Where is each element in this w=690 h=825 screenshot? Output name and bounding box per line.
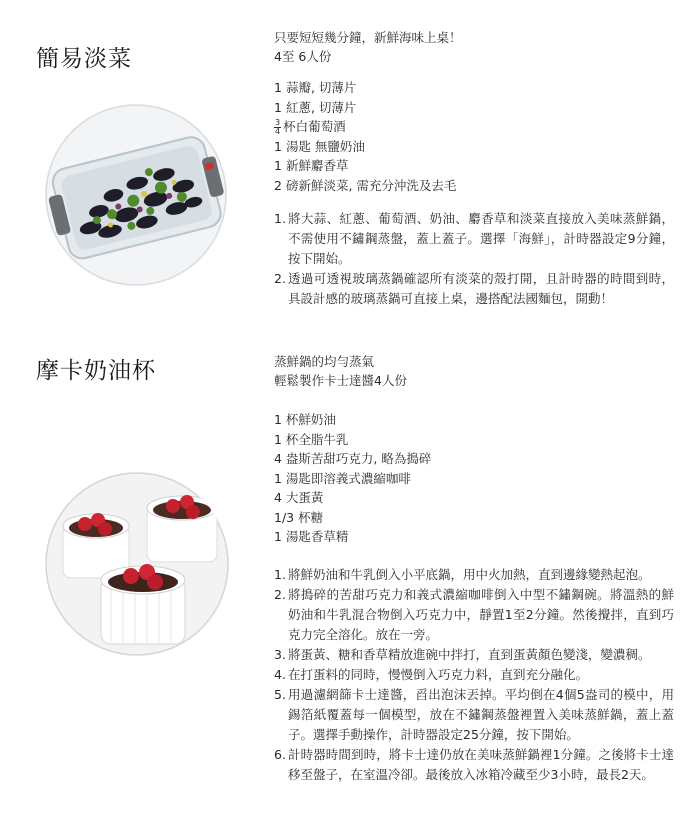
recipe-title-mussels: 簡易淡菜 [36,46,132,72]
ingredient-item: 1 湯匙即溶義式濃縮咖啡 [274,470,411,486]
recipe2-intro [274,352,674,390]
intro-servings: 4至 6人份 [274,49,332,64]
recipe2-steps [274,565,674,785]
recipe2-ingredients [274,410,674,547]
mocha-photo [45,472,229,656]
ingredient-item: 1 新鮮麝香草 [274,158,349,173]
recipe1-content [274,28,674,309]
ingredient-item: 1/3 杯糖 [274,509,324,525]
intro-servings: 輕鬆製作卡士達醬4人份 [274,373,407,388]
step-item: 3. 將蛋黃、糖和香草精放進碗中拌打，直到蛋黃顏色變淺，變濃稠。 [274,646,651,662]
fraction: $\frac{3}{4}$ [275,118,281,136]
mussels-dish-image [45,104,227,286]
step-item: 2. 透過可透視玻璃蒸鍋確認所有淡菜的殼打開，且計時器的時間到時，具設計感的玻璃蒸鍋可直接上桌，邊搭配法國麵包，開動！ [274,271,674,306]
step-item: 1. 將鮮奶油和牛乳倒入小平底鍋，用中火加熱，直到邊緣變熱起泡。 [274,566,651,582]
ingredient-item: 1 杯全脂牛乳 [274,431,349,447]
ingredient-item: 4 盎斯苦甜巧克力, 略為搗碎 [274,451,432,466]
step-item: 1. 將大蒜、紅蔥、葡萄酒、奶油、麝香草和淡菜直接放入美味蒸鮮鍋，不需使用不鏽鋼蒸盤，蓋上蓋子。選擇「海鮮」，計時器設定9分鐘，按下開始。 [274,211,674,266]
ingredient-item: 1 蒜瓣, 切薄片 [274,80,357,95]
step-item: 5. 用過濾網篩卡士達醬，舀出泡沫丟掉。平均倒在4個5盎司的模中，用錫箔紙覆蓋每一個模型，放在不鏽鋼蒸盤裡置入美味蒸鮮鍋，蓋上蓋子。選擇手動操作，計時器設定25分鐘，按下開始。 [274,686,674,742]
ingredient-item: 1 紅蔥, 切薄片 [274,99,357,115]
intro-line: 蒸鮮鍋的均勻蒸氣 [274,354,375,369]
ingredient-item: 1 湯匙 無鹽奶油 [274,138,365,154]
recipe1-ingredients [274,78,674,195]
intro-line: 只要短短幾分鐘，新鮮海味上桌！ [274,30,462,45]
ingredient-item: 4 大蛋黃 [274,490,324,505]
step-item: 2. 將搗碎的苦甜巧克力和義式濃縮咖啡倒入中型不鏽鋼碗。將溫熱的鮮奶油和牛乳混合物倒入巧克力中，靜置1至2分鐘。然後攪拌，直到巧克力完全溶化。放在一旁。 [274,586,674,642]
ingredient-item: $\frac{3}{4}$ 杯白葡萄酒 [275,118,346,136]
mussels-photo [45,104,227,286]
mocha-cups-image [45,472,229,656]
step-item: 4. 在打蛋料的同時，慢慢倒入巧克力料，直到充分融化。 [274,666,589,682]
recipe1-steps [274,209,674,309]
ingredient-item: 1 湯匙香草精 [274,529,349,544]
step-item: 6. 計時器時間到時，將卡士達仍放在美味蒸鮮鍋裡1分鐘。之後將卡士達移至盤子，在室溫冷卻。最後放入冰箱冷藏至少3小時，最長2天。 [274,746,674,782]
recipe2-content [274,352,674,785]
recipe-title-mocha: 摩卡奶油杯 [36,358,156,384]
recipe1-intro [274,28,674,66]
ingredient-item: 1 杯鮮奶油 [274,412,336,427]
ingredient-item: 2 磅新鮮淡菜, 需充分沖洗及去毛 [274,177,457,193]
